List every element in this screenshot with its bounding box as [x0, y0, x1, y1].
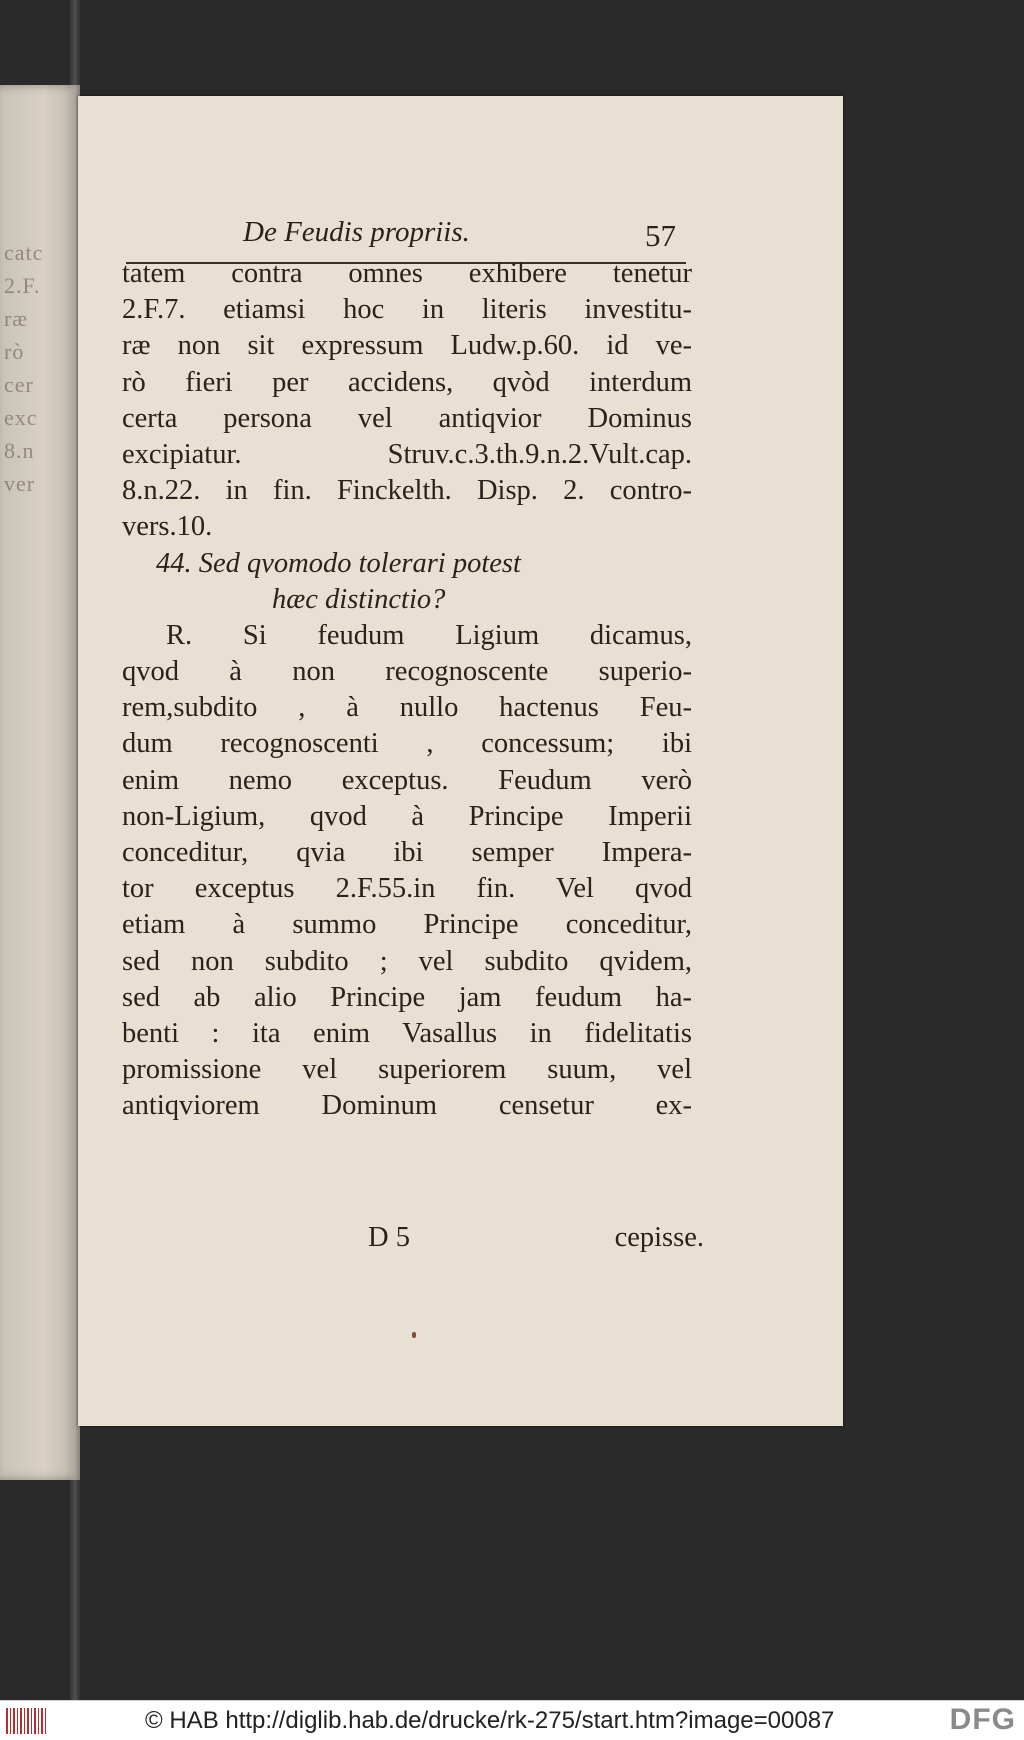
adjacent-page [0, 85, 80, 1480]
copyright-link[interactable]: © HAB http://diglib.hab.de/drucke/rk-275/start.htm?image=00087 [145, 1707, 835, 1734]
text-line: non-Ligium, qvod à Principe Imperii [122, 800, 692, 832]
text-line: rem,subdito , à nullo hactenus Feu- [122, 692, 692, 724]
text-line: rò fieri per accidens, qvòd interdum [122, 366, 692, 398]
body-text [122, 256, 692, 1125]
bleed-through-mark: catc [4, 240, 44, 265]
running-head-title: De Feudis propriis. [243, 216, 470, 248]
book-page [78, 96, 843, 1426]
bleed-through-mark: 2.F. [4, 273, 41, 298]
text-line: antiqviorem Dominum censetur ex- [122, 1090, 692, 1122]
text-line: qvod à non recognoscente superio- [122, 656, 692, 688]
text-line: excipiatur. Struv.c.3.th.9.n.2.Vult.cap. [122, 438, 692, 470]
bleed-through-mark: 8.n [4, 438, 35, 463]
text-line: benti : ita enim Vasallus in fidelitatis [122, 1017, 692, 1049]
text-line: tatem contra omnes exhibere tenetur [122, 258, 692, 289]
bleed-through-mark: exc [4, 405, 38, 430]
text-line: certa persona vel antiqvior Dominus [122, 402, 692, 434]
text-line: 2.F.7. etiamsi hoc in literis investitu- [122, 294, 692, 326]
text-line: sed non subdito ; vel subdito qvidem, [122, 945, 692, 977]
text-line: etiam à summo Principe conceditur, [122, 909, 692, 941]
question-heading: hæc distinctio? [272, 583, 446, 615]
text-line: vers.10. [122, 511, 213, 543]
text-line: sed ab alio Principe jam feudum ha- [122, 981, 692, 1013]
text-line: dum recognoscenti , concessum; ibi [122, 728, 692, 760]
barcode-icon [6, 1708, 46, 1734]
dfg-logo: DFG [949, 1703, 1016, 1736]
text-line: ræ non sit expressum Ludw.p.60. id ve- [122, 330, 692, 362]
text-line: R. Si feudum Ligium dicamus, [166, 619, 692, 651]
bleed-through-mark: ræ [4, 306, 28, 331]
paper-speck [412, 1332, 416, 1338]
text-line: enim nemo exceptus. Feudum verò [122, 764, 692, 796]
text-line: tor exceptus 2.F.55.in fin. Vel qvod [122, 873, 692, 905]
bleed-through-mark: rò [4, 339, 25, 364]
footer-bar [0, 1700, 1024, 1740]
catchword: cepisse. [614, 1222, 704, 1253]
catchline [122, 1222, 704, 1262]
bleed-through-mark: ver [4, 471, 36, 496]
text-line: promissione vel superiorem suum, vel [122, 1054, 692, 1086]
text-line: 8.n.22. in fin. Finckelth. Disp. 2. contro- [122, 475, 692, 507]
page-number: 57 [645, 218, 676, 253]
text-line: conceditur, qvia ibi semper Impera- [122, 837, 692, 868]
bleed-through-mark: cer [4, 372, 34, 397]
question-heading: 44. Sed qvomodo tolerari potest [156, 547, 521, 579]
signature-mark: D 5 [368, 1222, 410, 1253]
